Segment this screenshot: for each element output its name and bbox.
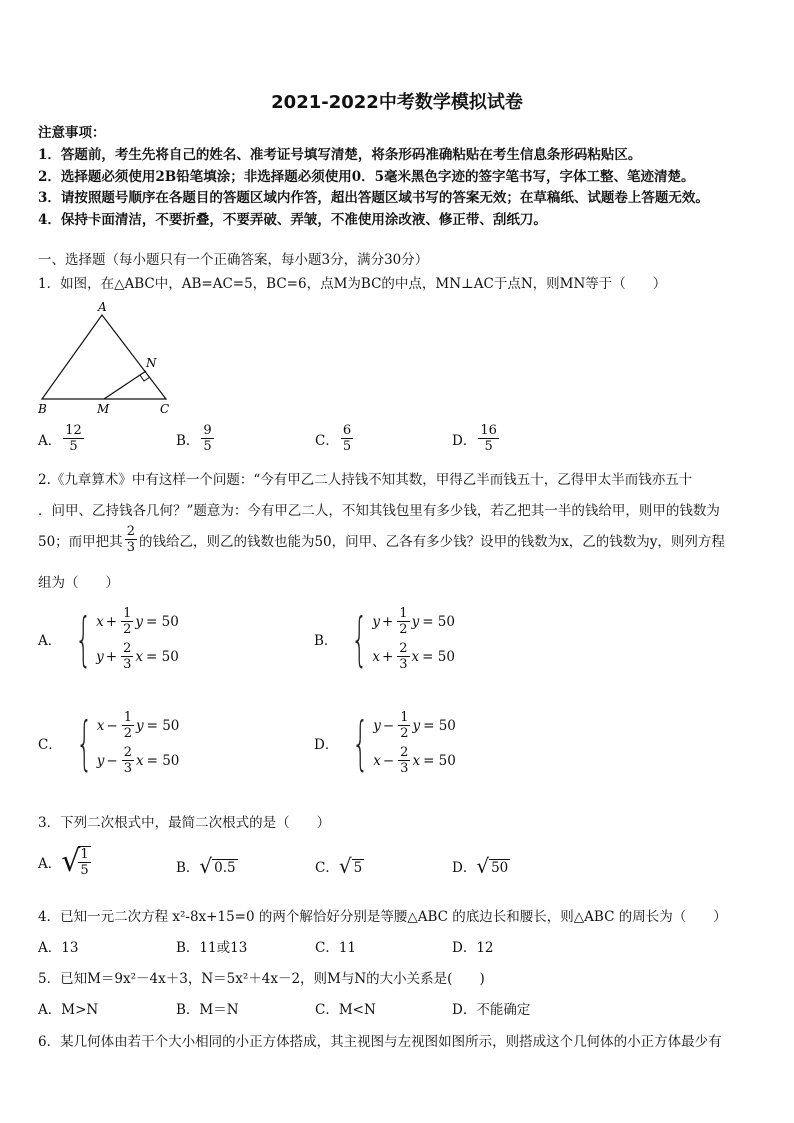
option-d[interactable]: D． $\frac{16}{5}$ <box>452 423 497 454</box>
option-a[interactable]: A． √ $\frac{1}{5}$ <box>38 844 89 879</box>
option-c[interactable]: C．11 <box>315 940 357 956</box>
equation-system: y − $\frac{1}{2}$ y = 50 x − $\frac{2}{3}$ x = 50 <box>373 710 456 776</box>
option-b[interactable]: B． √ 0.5 <box>176 854 236 878</box>
option-c[interactable]: C． { x − $\frac{1}{2}$ y = 50 y − $\frac{2}{3}$ x = 50 <box>38 709 180 777</box>
vertex-label-a: A <box>98 300 107 314</box>
triangle-figure <box>30 297 190 417</box>
option-b[interactable]: B． $\frac{9}{5}$ <box>176 423 212 454</box>
question-2-line: ．问甲、乙持钱各几何？”题意为：今有甲乙二人，不知其钱包里有多少钱，若乙把其一半的钱给甲，则甲的钱数为 <box>38 503 720 519</box>
notice-item: 2．选择题必须使用2B铅笔填涂；非选择题必须使用0．5毫米黑色字迹的签字笔书写，字体工整、笔迹清楚。 <box>38 169 695 185</box>
option-b[interactable]: B．11或13 <box>176 940 248 956</box>
option-c[interactable]: C． $\frac{6}{5}$ <box>315 423 352 454</box>
option-a[interactable]: A．M>N <box>38 1002 99 1018</box>
option-a[interactable]: A．13 <box>38 940 79 956</box>
equation-system: y + $\frac{1}{2}$ y = 50 x + $\frac{2}{3}$ x = 50 <box>372 606 455 672</box>
fraction: $\frac{6}{5}$ <box>342 423 352 454</box>
sqrt-icon: √ <box>338 854 352 878</box>
fraction: $\frac{9}{5}$ <box>203 423 212 454</box>
section-heading: 一、选择题（每小题只有一个正确答案，每小题3分，满分30分） <box>38 252 429 268</box>
fraction: $\frac{12}{5}$ <box>65 423 82 454</box>
option-d[interactable]: D．12 <box>452 940 494 956</box>
question-6-stem: 6．某几何体由若干个大小相同的小正方体搭成，其主视图与左视图如图所示，则搭成这个几何体的小正方体最少有 <box>38 1034 722 1050</box>
question-2-line: 50；而甲把其 $\frac{2}{3}$ 的钱给乙，则乙的钱数也能为50，问甲、乙各有多少钱？设甲的钱数为x，乙的钱数为y，则列方程 <box>38 524 725 555</box>
fraction: $\frac{2}{3}$ <box>126 524 135 555</box>
notice-item: 1．答题前，考生先将自己的姓名、准考证号填写清楚，将条形码准确粘贴在考生信息条形码粘贴区。 <box>38 147 642 163</box>
question-2-line: 2.《九章算术》中有这样一个问题：“今有甲乙二人持钱不知其数，甲得乙半而钱五十，乙得甲太半而钱亦五十 <box>38 472 693 488</box>
radical: √ 0.5 <box>199 854 236 878</box>
sqrt-icon: √ <box>476 854 490 878</box>
option-b[interactable]: B． { y + $\frac{1}{2}$ y = 50 x + $\frac{2}{3}$ x = 50 <box>314 605 455 673</box>
option-d[interactable]: D． √ 50 <box>452 854 509 878</box>
option-d[interactable]: D． { y − $\frac{1}{2}$ y = 50 x − $\frac{2}{3}$ x = 50 <box>314 709 456 777</box>
option-a[interactable]: A． $\frac{12}{5}$ <box>38 423 82 454</box>
equation-system: x + $\frac{1}{2}$ y = 50 y + $\frac{2}{3}$ x = 50 <box>96 606 179 672</box>
point-label-m: M <box>97 402 110 416</box>
fraction: $\frac{16}{5}$ <box>480 423 497 454</box>
question-1-stem: 1．如图，在△ABC中，AB=AC=5，BC=6，点M为BC的中点，MN⊥AC于点N，则MN等于（ ） <box>38 276 667 292</box>
notice-heading: 注意事项： <box>38 125 106 141</box>
notice-item: 3．请按照题号顺序在各题目的答题区域内作答，超出答题区域书写的答案无效；在草稿纸、试题卷上答题无效。 <box>38 190 709 206</box>
equation-system: x − $\frac{1}{2}$ y = 50 y − $\frac{2}{3}$ x = 50 <box>96 710 180 776</box>
page-title: 2021-2022中考数学模拟试卷 <box>271 92 523 113</box>
vertex-label-c: C <box>160 402 170 416</box>
question-3-stem: 3．下列二次根式中，最简二次根式的是（ ） <box>38 815 331 831</box>
question-4-stem: 4．已知一元二次方程 x²-8x+15=0 的两个解恰好分别是等腰△ABC 的底边长和腰长，则△ABC 的周长为（ ） <box>38 909 727 925</box>
vertex-label-b: B <box>38 402 47 416</box>
radical: √ 50 <box>476 854 509 878</box>
brace: { <box>75 709 93 777</box>
question-5-stem: 5．已知M＝9x²－4x＋3，N＝5x²＋4x－2，则M与N的大小关系是( ) <box>38 971 485 987</box>
question-2-line: 组为（ ） <box>38 575 119 591</box>
sqrt-icon: √ <box>199 854 213 878</box>
point-label-n: N <box>146 356 157 370</box>
sqrt-icon: √ <box>61 844 81 879</box>
option-b[interactable]: B．M＝N <box>176 1002 239 1018</box>
option-a[interactable]: A． { x + $\frac{1}{2}$ y = 50 y + $\frac{2}{3}$ x = 50 <box>38 605 179 673</box>
brace: { <box>75 605 93 673</box>
option-c[interactable]: C． √ 5 <box>315 854 363 878</box>
fraction: $\frac{1}{5}$ <box>80 847 89 878</box>
brace: { <box>351 605 369 673</box>
radical: √ 5 <box>338 854 363 878</box>
brace: { <box>352 709 370 777</box>
option-d[interactable]: D．不能确定 <box>452 1002 531 1018</box>
notice-item: 4．保持卡面清洁，不要折叠，不要弄破、弄皱，不准使用涂改液、修正带、刮纸刀。 <box>38 212 547 228</box>
option-c[interactable]: C．M<N <box>315 1002 376 1018</box>
